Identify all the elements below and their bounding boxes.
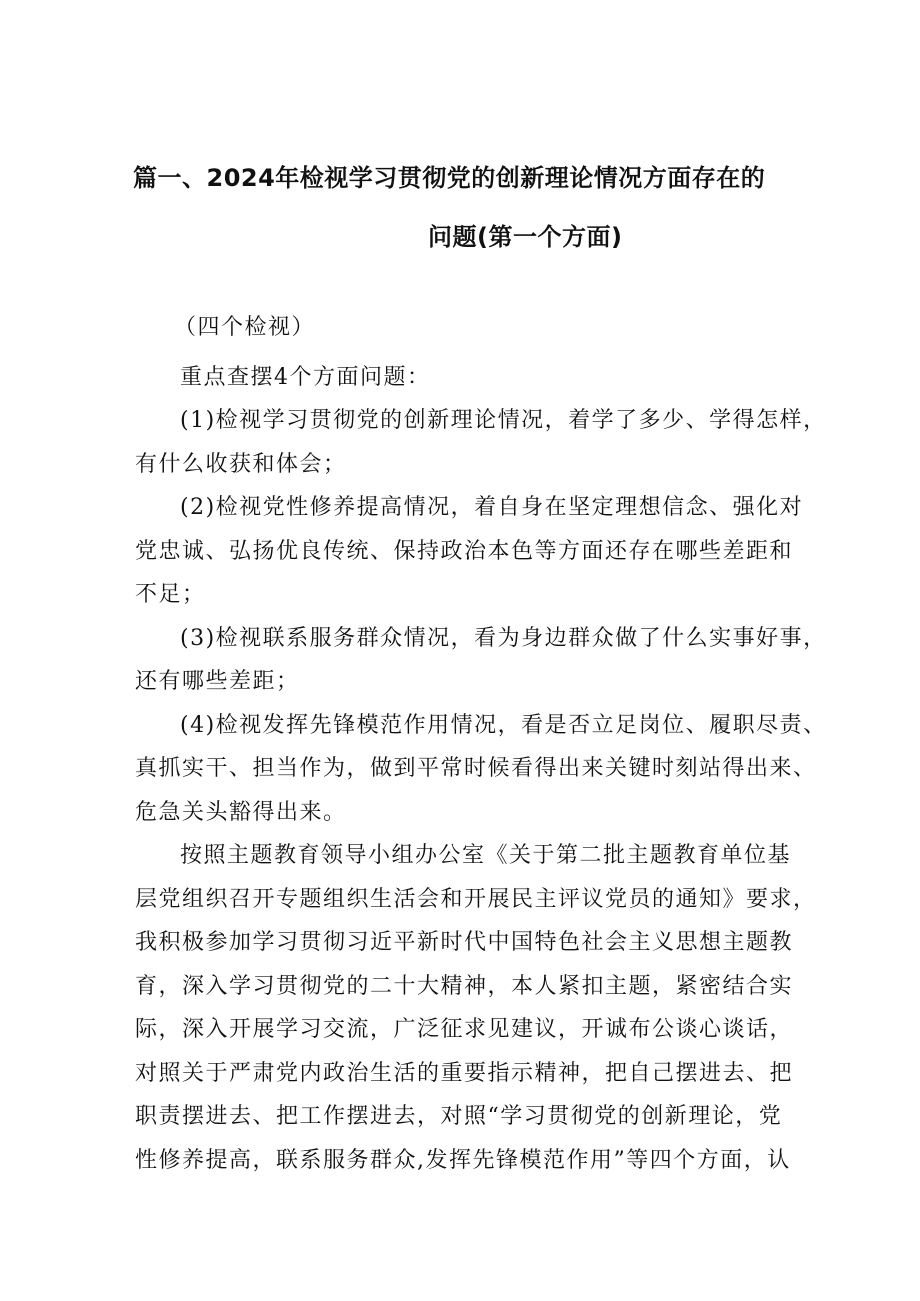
section-label: （四个检视） — [174, 315, 316, 340]
body-line: 重点查摆4个方面问题： — [180, 365, 431, 390]
body-line: 我积极参加学习贯彻习近平新时代中国特色社会主义思想主题教 — [135, 930, 794, 955]
document-title-line-2: 问题(第一个方面) — [428, 223, 623, 251]
body-line: 不足； — [135, 582, 206, 607]
body-line: 党忠诚、弘扬优良传统、保持政治本色等方面还存在哪些差距和 — [135, 539, 794, 564]
body-line: (2)检视党性修养提高情况，着自身在坚定理想信念、强化对 — [180, 495, 804, 520]
body-line: 职责摆进去、把工作摆进去，对照“学习贯彻党的创新理论，党 — [135, 1104, 783, 1129]
body-line: 性修养提高，联系服务群众,发挥先锋模范作用”等四个方面，认 — [135, 1148, 791, 1173]
body-line: (3)检视联系服务群众情况，看为身边群众做了什么实事好事， — [180, 626, 827, 651]
body-line: 真抓实干、担当作为，做到平常时候看得出来关键时刻站得出来、 — [135, 756, 817, 781]
body-line: 按照主题教育领导小组办公室《关于第二批主题教育单位基 — [180, 843, 792, 868]
body-line: 育，深入学习贯彻党的二十大精神，本人紧扣主题，紧密结合实 — [135, 974, 794, 999]
body-line: (4)检视发挥先锋模范作用情况，看是否立足岗位、履职尽责、 — [180, 713, 827, 738]
body-line: 有什么收获和体会； — [135, 452, 347, 477]
body-line: 危急关头豁得出来。 — [135, 800, 347, 825]
document-title-line-1: 篇一、2024年检视学习贯彻党的创新理论情况方面存在的 — [133, 164, 766, 192]
body-line: 对照关于严肃党内政治生活的重要指示精神，把自己摆进去、把 — [135, 1061, 794, 1086]
body-line: 还有哪些差距； — [135, 669, 300, 694]
body-line: (1)检视学习贯彻党的创新理论情况，着学了多少、学得怎样， — [180, 408, 827, 433]
body-line: 层党组织召开专题组织生活会和开展民主评议党员的通知》要求， — [135, 887, 817, 912]
body-line: 际，深入开展学习交流，广泛征求见建议，开诚布公谈心谈话， — [135, 1017, 794, 1042]
